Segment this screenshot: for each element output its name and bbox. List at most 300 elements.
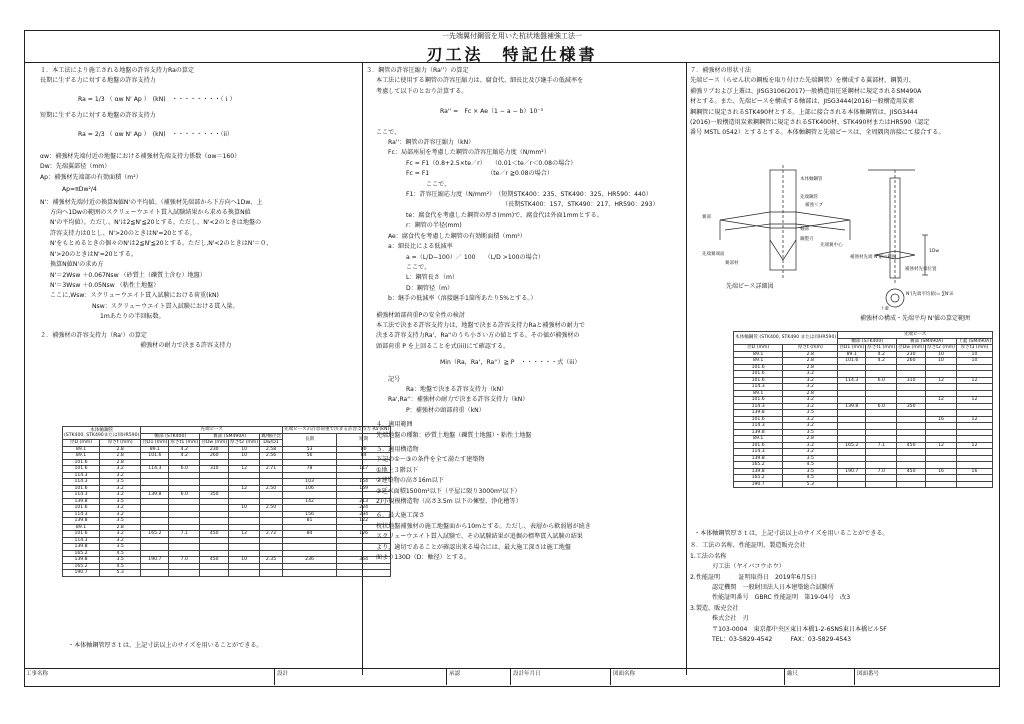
table-cell: 190.7 — [838, 468, 866, 475]
text-line: 材とする。また、先端ピースを構成する軸部は、JISG3444(2016)一般構造用炭素 — [690, 98, 915, 106]
table-cell: 165.2 — [63, 563, 100, 570]
table-cell — [838, 481, 866, 488]
table-cell: 84 — [337, 453, 391, 460]
text-line: ②建築物の高さ16m以下 — [376, 477, 444, 485]
table-cell: 260 — [897, 358, 926, 365]
text-line: N'>20のときはN'=20とする。 — [50, 250, 137, 258]
table-cell: 3.2 — [783, 371, 838, 378]
table-cell: 3.2 — [100, 485, 141, 492]
table-cell: 3.5 — [100, 557, 141, 564]
text-line: 方向へ1Dwの範囲のスクリューウエイト貫入試験結果から求める換算N値 — [50, 209, 251, 217]
label-main-pipe: 本体軸鋼管 — [800, 177, 823, 182]
column-header: 径Dw (mm) — [898, 345, 925, 350]
label-cutter: 鋼製刃 — [800, 237, 814, 242]
table-cell: 4.2 — [866, 351, 897, 358]
formula: a =（L/D−100）／ 100 （L/D >100の場合） — [406, 253, 544, 261]
text-line: 鋼鋼管に規定されるSTK490材とする。上部に接合される本体軸鋼管は、JISG3444 — [690, 108, 918, 116]
table-header: 先端ピース — [838, 332, 993, 339]
text-line: 先端ピース（らせん状の鋼板を取り付けた先端鋼管）を構成する翼部材、鋼製刃、 — [690, 77, 915, 85]
formula: Fc = F1 （te／r ≧0.08の場合） — [406, 170, 553, 178]
text-line: Ra''：鋼管の許容圧縮力（kN） — [388, 139, 475, 147]
table-cell: 3.2 — [783, 449, 838, 456]
table-cell: 450 — [200, 557, 229, 564]
text-line: αw：補強材先端付近の地盤における補強材先端支持力係数（αw＝160） — [40, 153, 241, 161]
column-2 — [366, 66, 686, 563]
table-cell: 139.8 — [838, 403, 866, 410]
table-cell: 350 — [200, 492, 229, 499]
text-line: 2.性能証明 証明取得日 2019年6月5日 — [690, 573, 817, 581]
table-cell: 89.1 — [838, 351, 866, 358]
table-cell: 142 — [283, 498, 337, 505]
text-line: 頭部荷重 P を上回ることを式(iii)にて確認する。 — [376, 342, 510, 350]
table-cell: 190.7 — [141, 557, 169, 564]
text-line: ③延べ面積1500m²以下（平屋に限り3000m²以下） — [376, 487, 521, 495]
table-header: 本体軸鋼管 (STK400, STK490 または同HR590) — [734, 332, 838, 345]
table-cell: 450 — [897, 468, 926, 475]
label-tip-pipe: 先端鋼管 — [800, 195, 818, 200]
table-cell: 16 — [926, 416, 957, 423]
table-cell: 89.1 — [141, 446, 169, 453]
table-cell: 81 — [283, 518, 337, 525]
heading: ５．適用構造物 — [376, 446, 419, 453]
formula: Fc = F1（0.8+2.5×te／r） （0.01＜te／r＜0.08の場合） — [406, 159, 577, 167]
table-cell: 190.7 — [734, 481, 783, 488]
table-cell: 89.1 — [734, 436, 783, 443]
label-tip-position: 補強材先端位置 — [905, 267, 937, 272]
text-line: te：腐食代を考慮した鋼管の厚さ(mm)で、腐食代は外面1mmとする。 — [406, 211, 603, 219]
table-cell: 84 — [283, 531, 337, 538]
table-header: 翼部 (SM490A) — [897, 338, 957, 345]
table-cell: 12 — [956, 397, 992, 404]
text-line: Ae：腐食代を考慮した鋼管の有効断面積（mm²） — [388, 232, 526, 240]
table-cell: 12 — [956, 416, 992, 423]
table-cell: 3.2 — [783, 377, 838, 384]
table-cell: 2.8 — [100, 446, 141, 453]
table-cell: 2.56 — [260, 453, 283, 460]
table-cell: 106 — [283, 485, 337, 492]
label-rib: 補強リブ — [805, 203, 823, 208]
table-cell: 114.3 — [63, 511, 100, 518]
table-cell: 3.2 — [100, 466, 141, 473]
table-cell: 2.8 — [100, 459, 141, 466]
table-cell: 114.3 — [838, 377, 866, 384]
heading: ３．鋼管の許容圧縮力（Ra''）の算定 — [366, 67, 469, 74]
table-cell: 114.3 — [141, 466, 169, 473]
text-line: ここに,Wsw：スクリューウエイト貫入試験における荷重(kN) — [50, 292, 219, 300]
table-cell: 4.5 — [100, 563, 141, 570]
text-line: TEL：03-5829-4542 FAX：03-5829-4543 — [712, 636, 852, 644]
figure-caption-right: 補強材の構成・先端平均 N'値の算定範囲 — [860, 315, 971, 322]
table-cell: 2.8 — [783, 364, 838, 371]
table-cell — [866, 481, 897, 488]
text-line: 長期に生ずる力に対する地盤の許容支持力 — [40, 77, 156, 85]
column-header: 径D1 (mm) — [839, 345, 865, 350]
table-cell: 260 — [200, 453, 229, 460]
text-line: 〒103-0004 東京都中央区東日本橋1-2-6SNS東日本橋ビル5F — [712, 625, 887, 633]
formula: N'＝2Wsw ＋0.067Nsw （砂質土（礫質土含む）地盤） — [50, 271, 206, 279]
table-cell: 165.2 — [838, 442, 866, 449]
title-block — [24, 668, 1000, 685]
text-line: b：継手の低減率（溶接継手1箇所あたり5%とする。） — [388, 295, 537, 303]
table-cell: 139.8 — [63, 518, 100, 525]
table-cell: 12 — [956, 442, 992, 449]
table-cell: 10 — [956, 358, 992, 365]
pipe-dimension-table — [733, 331, 993, 488]
table-cell: 5.3 — [783, 481, 838, 488]
table-cell: 12 — [229, 531, 260, 538]
table-cell: 3.5 — [100, 479, 141, 486]
blade-wing — [720, 212, 850, 228]
text-line: Ra：地盤で決まる許容支持力（kN） — [406, 385, 508, 393]
text-line: 3.製造、販売会社 — [690, 604, 739, 612]
table-cell: 10 — [229, 453, 260, 460]
text-line: 補強材の耐力で決まる許容支持力 — [140, 341, 232, 349]
table-header: 本体軸鋼管 (STK400, STK490または同HR590) — [64, 427, 140, 438]
table-cell: 3.2 — [100, 511, 141, 518]
label-n-range: 補強材先端 N'値の範囲 — [850, 255, 897, 260]
table-cell: 53 — [283, 446, 337, 453]
figure-caption-left: 先端ピース詳細図 — [726, 283, 774, 290]
table-cell — [337, 570, 391, 577]
label-1dw: 1Dw — [929, 249, 940, 254]
text-line: (2016)一般構造用炭素鋼鋼管に規定されるSTK400材、STK490材またはHR590（認定 — [690, 119, 930, 127]
table-cell: 101.6 — [141, 453, 169, 460]
table-row — [63, 570, 391, 577]
table-cell: 6.0 — [866, 377, 897, 384]
table-row — [734, 481, 993, 488]
text-line: N'：補強材先端付近の換算N値N'の平均値。（補強材先端部から下方向へ1Dw、上 — [40, 198, 263, 206]
table-cell: 78 — [283, 466, 337, 473]
text-line: P：補強材の頭部荷重（kN） — [406, 406, 485, 414]
text-line: Dw：先端翼部径（mm） — [40, 163, 111, 171]
table-cell: 114.3 — [734, 449, 783, 456]
table-cell: 3.2 — [783, 403, 838, 410]
table-cell: 139.8 — [734, 468, 783, 475]
column-divider — [362, 62, 363, 675]
table-cell: 3.5 — [783, 410, 838, 417]
column-header: Dw/D1 — [260, 440, 283, 447]
table-cell: 101.6 — [63, 466, 100, 473]
table-cell: 139.8 — [734, 429, 783, 436]
column-header: 厚さt (mm) — [100, 440, 141, 447]
support-capacity-table — [62, 426, 391, 577]
column-3-lower — [690, 529, 889, 645]
table-cell: 4.5 — [783, 462, 838, 469]
table-note: ・本体軸鋼管厚さｔは、上記寸法以上のサイズを用いることができる。 — [694, 530, 889, 537]
heading: ６．最大施工深さ — [376, 512, 425, 520]
table-cell: 2.50 — [260, 485, 283, 492]
text-line: 本工法に使用する鋼管の許容圧縮力は、腐食代、細長比及び継手の低減率を — [376, 77, 584, 85]
text-line: 短期に生ずる力に対する地盤の許容支持力 — [40, 112, 156, 120]
column-1 — [40, 66, 360, 351]
table-cell: 101.6 — [63, 485, 100, 492]
table-cell: 2.8 — [100, 453, 141, 460]
text-line: r：鋼管の半径(mm) — [406, 222, 462, 230]
table-header: 軸部 (STK400) — [838, 338, 897, 345]
table-cell: 354 — [337, 557, 391, 564]
table-cell: 5.3 — [100, 570, 141, 577]
table-cell: 230 — [200, 446, 229, 453]
table-cell: 114.3 — [734, 384, 783, 391]
table-cell: 3.2 — [100, 531, 141, 538]
heading: 補強材頭部荷重Pの安全性の検討 — [376, 311, 465, 319]
table-cell: 159 — [337, 485, 391, 492]
table-cell: 2.72 — [260, 531, 283, 538]
table-cell: 114.3 — [63, 479, 100, 486]
table-cell: 310 — [200, 466, 229, 473]
table-cell — [200, 570, 229, 577]
table-cell: 165.2 — [734, 475, 783, 482]
text-line: L：鋼管長さ（m） — [406, 274, 458, 282]
table-cell: 3.2 — [100, 505, 141, 512]
table-cell: 3.2 — [783, 384, 838, 391]
table-cell: 156 — [283, 511, 337, 518]
table-cell: 165.2 — [734, 462, 783, 469]
table-cell: 310 — [897, 377, 926, 384]
table-cell — [260, 570, 283, 577]
table-cell: 230 — [897, 351, 926, 358]
heading: ２．補強材の許容支持力（Ra'）の算定 — [40, 331, 148, 339]
column-header: 径D (mm) — [63, 440, 100, 447]
table-cell: 7.1 — [169, 531, 200, 538]
table-cell: 114.3 — [63, 537, 100, 544]
formula: Ap=πDw²/4 — [62, 186, 97, 194]
table-cell — [169, 570, 200, 577]
table-cell: 4.5 — [783, 475, 838, 482]
table-cell: 114.3 — [734, 423, 783, 430]
table-cell — [141, 570, 169, 577]
text-line: 記号 — [388, 375, 401, 383]
table-cell: 139.8 — [63, 557, 100, 564]
text-line: 杭状地盤補強材の施工地盤面から10mとする。ただし、表層から軟弱層が続き — [376, 522, 591, 530]
table-cell: 3.2 — [100, 492, 141, 499]
text-line: F1：許容圧縮応力度（N/mm²） （短期STK400：235、STK490：325、HR590：440） — [406, 191, 652, 199]
table-cell: 12 — [926, 397, 957, 404]
text-line: Fc：局部座屈を考慮した鋼管の許容圧縮応力度（N/mm²） — [388, 149, 550, 157]
table-cell: 139.8 — [63, 544, 100, 551]
text-line: ここで、 — [406, 263, 431, 271]
table-header: 先端ピースの許容荷重で決まる許容支持力 Ra'(kN) — [284, 427, 390, 432]
footer-cell: 図面番号 — [854, 669, 879, 685]
text-line: 本工法で決まる許容支持力は、地盤で決まる許容支持力Raと補強材の耐力で — [376, 321, 585, 329]
table-cell: 2.35 — [260, 557, 283, 564]
text-line: Nsw：スクリューウエイト貫入試験における貫入量。 — [92, 302, 239, 310]
text-line: 刃工法（ヤイバコウホウ） — [712, 563, 785, 571]
table-header: 先端ピース — [141, 427, 283, 434]
text-line: 考慮して以下のとおり計算する。 — [376, 87, 468, 95]
column-header: 厚さt2 (mm) — [927, 345, 955, 350]
table-cell: 213 — [337, 498, 391, 505]
table-cell: 101.6 — [734, 442, 783, 449]
table-cell: 7.1 — [866, 442, 897, 449]
text-line: 許容支持力は0とし、N'>20のときはN'=20とする。 — [50, 229, 196, 237]
table-cell: 12 — [229, 466, 260, 473]
table-cell: 3.5 — [783, 468, 838, 475]
column-header: 厚さt3 (mm) — [956, 345, 992, 352]
table-cell: 165.2 — [63, 550, 100, 557]
table-cell: 350 — [897, 403, 926, 410]
text-line: ①地上３階以下 — [376, 466, 419, 474]
table-cell: 89.1 — [734, 390, 783, 397]
text-line: 株式会社 刃 — [712, 615, 749, 623]
table-cell: 101.6 — [734, 364, 783, 371]
formula: Ra'' = Fc × Ae（1 − a − b）10⁻³ — [440, 108, 544, 116]
column-header: 厚さt1 (mm) — [170, 440, 199, 445]
table-cell: 3.5 — [783, 429, 838, 436]
table-cell — [956, 481, 992, 488]
table-cell: 3.2 — [783, 423, 838, 430]
table-header: 上蓋 (SM490A) — [957, 338, 991, 344]
table-cell: 4.5 — [100, 550, 141, 557]
table-cell: 139.8 — [734, 410, 783, 417]
table-cell: 114.3 — [63, 492, 100, 499]
formula: Ra = 1/3 （ αw N' Ap ） (kN) ・・・・・・・・（ｉ） — [78, 95, 236, 103]
table-header: 翼/軸径比 — [261, 433, 282, 439]
table-cell: 7.0 — [866, 468, 897, 475]
text-line: 補強リブおよび上蓋は、JISG3106(2017)一般構造用圧延鋼材に規定されるSM490A — [690, 87, 922, 95]
label-wing-member: 翼部材 — [725, 261, 739, 266]
table-cell: 126 — [337, 531, 391, 538]
table-cell: 117 — [337, 466, 391, 473]
footer-cell: 図面名称 — [610, 669, 635, 685]
table-cell: 101.6 — [734, 416, 783, 423]
footer-cell: 承認 — [446, 669, 460, 685]
table-cell: 114.3 — [63, 472, 100, 479]
text-line: 番号 MSTL 0542）とするとする。本体軸鋼管と先端ピースは、全周隅肉溶接にて接合する。 — [690, 129, 945, 137]
table-cell: 12 — [229, 485, 260, 492]
table-cell: 10 — [229, 446, 260, 453]
table-cell: 139.8 — [63, 498, 100, 505]
table-cell: 6.0 — [866, 403, 897, 410]
table-cell: 450 — [897, 442, 926, 449]
text-line: 決まる許容支持力Ra'、Ra''のうち小さい方の値とする。その値が補強材の — [376, 332, 580, 340]
text-line: 性能証明番号 GBRC 性能証明 第19-04号 改3 — [712, 594, 851, 602]
heading: ８．工法の名称、性能証明、製造販売会社 — [690, 542, 806, 550]
table-cell: 89.1 — [63, 446, 100, 453]
table-cell: 56 — [283, 453, 337, 460]
text-line: 1mあたりの半回転数。 — [100, 313, 165, 321]
column-header: 厚さt1 (mm) — [867, 345, 896, 350]
column-divider — [686, 62, 687, 675]
table-cell: 3.2 — [783, 442, 838, 449]
text-line: （長期STK400：157、STK490：217、HR590：293） — [502, 201, 659, 209]
text-line: D：鋼管径（m） — [406, 284, 454, 292]
table-cell: 103 — [283, 479, 337, 486]
column-header: 径D1 (mm) — [142, 440, 168, 445]
table-cell — [926, 481, 957, 488]
table-cell: 139.8 — [141, 492, 169, 499]
text-line: a：細長比による低減率 — [388, 243, 453, 251]
text-line: 面より130D（D：軸径）とする。 — [376, 554, 471, 562]
label-wing-center: 先端翼中心 — [820, 243, 843, 248]
text-line: より、適切であることが確認出来る場合には、最大施工深さは施工地盤 — [376, 543, 571, 551]
table-cell: 10 — [229, 557, 260, 564]
table-cell: 2.8 — [783, 390, 838, 397]
table-cell: 7.0 — [169, 557, 200, 564]
table-cell: 3.2 — [100, 537, 141, 544]
table-cell: 234 — [337, 511, 391, 518]
table-cell: 236 — [283, 557, 337, 564]
table-cell: 4.2 — [866, 358, 897, 365]
table-cell: 4.2 — [169, 446, 200, 453]
table-cell: 12 — [926, 377, 957, 384]
table-cell: 12 — [956, 377, 992, 384]
text-line: Ap：補強材先端部の有効面積（m²） — [40, 173, 142, 181]
table-cell: 2.8 — [100, 524, 141, 531]
table-cell: 10 — [926, 358, 957, 365]
table-cell: 3.2 — [783, 416, 838, 423]
table-cell: 6.0 — [169, 492, 200, 499]
formula: Min（Ra，Ra'，Ra''）≧ P ・・・・・・式（iii） — [440, 359, 581, 367]
table-cell: 154 — [337, 479, 391, 486]
table-cell: 12 — [926, 442, 957, 449]
table-cell: 6.0 — [169, 466, 200, 473]
table-cell — [897, 481, 926, 488]
table-cell: 2.58 — [260, 446, 283, 453]
table-cell: 2.8 — [783, 436, 838, 443]
text-line: 換算N値N'の求め方 — [50, 261, 104, 269]
table-cell: 139.8 — [734, 455, 783, 462]
table-cell: 10 — [926, 351, 957, 358]
table-cell: 89.1 — [734, 351, 783, 358]
text-line: 先端地盤の種類：砂質土地盤（礫質土地盤）・粘性土地盤 — [376, 431, 532, 439]
document-subtitle: 一先端翼付鋼管を用いた杭状地盤補強工法一 — [442, 32, 582, 40]
table-cell: 10 — [956, 351, 992, 358]
formula: Ra = 2/3 （ αw N' Ap ） (kN) ・・・・・・・・（ii） — [78, 130, 234, 138]
text-line: N'の平均値）。ただし、N'は2≦N'≦20とする。ただし、N'<2のときは地盤の — [50, 219, 262, 227]
text-line: 1.工法の名称 — [690, 552, 727, 560]
table-cell: 10 — [229, 505, 260, 512]
table-cell: 4.2 — [169, 453, 200, 460]
table-cell: 122 — [337, 518, 391, 525]
table-cell: 3.5 — [100, 544, 141, 551]
text-line: ここで、 — [426, 180, 451, 188]
column-header: 径D (mm) — [734, 345, 783, 352]
top-cover — [886, 289, 904, 307]
text-line: N'をもとめるときの個々のN'は2≦N'≦20とする。ただし,N'<2のときはN'＝０、 — [50, 240, 273, 248]
column-header: 径Dw (mm) — [201, 440, 228, 445]
text-line: スクリューウエイト貫入試験で、その試験結果が追掘の標準貫入試験の結果 — [376, 533, 583, 541]
column-header: 厚さt2 (mm) — [230, 440, 259, 445]
table-cell: 2.71 — [260, 466, 283, 473]
table-cell: 89.1 — [63, 453, 100, 460]
table-cell — [283, 570, 337, 577]
table-cell: 165.2 — [141, 531, 169, 538]
table-cell: 2.8 — [783, 358, 838, 365]
column-3 — [690, 66, 990, 139]
table-cell: 3.2 — [783, 397, 838, 404]
table-cell: 101.6 — [734, 377, 783, 384]
table-cell: 101.6 — [63, 505, 100, 512]
table-header: 短期 — [337, 433, 391, 446]
table-cell: 101.6 — [63, 459, 100, 466]
heading: ７．補強材の形状寸法 — [690, 67, 751, 74]
table-cell: 450 — [200, 531, 229, 538]
heading: ４．適用範囲 — [376, 421, 413, 429]
text-line: 2)小規模構造物（高さ3.5m 以下の擁壁、浄化槽等） — [376, 498, 522, 506]
label-wing-end: 先端翼端面 — [702, 252, 725, 257]
title-rule — [24, 62, 1000, 63]
table-cell: 3.2 — [100, 472, 141, 479]
text-line: Ra',Ra''：補強材の耐力で決まる許容支持力（kN） — [388, 396, 529, 404]
table-header: 長期 — [283, 433, 337, 446]
table-cell: 80 — [337, 446, 391, 453]
label-shaft: 軸部 — [800, 227, 809, 232]
table-cell: 16 — [926, 468, 957, 475]
table-cell: 3.5 — [100, 518, 141, 525]
table-cell: 101.6 — [838, 358, 866, 365]
label-n-average: N'(先端平均値)= ∑N'i/i — [906, 292, 954, 297]
